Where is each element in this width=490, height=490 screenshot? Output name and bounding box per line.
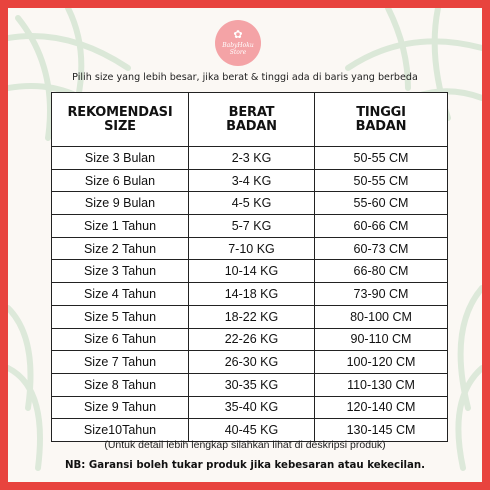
- cell-weight: 3-4 KG: [189, 169, 315, 192]
- cell-height: 55-60 CM: [315, 192, 448, 215]
- table-row: [52, 147, 448, 170]
- cell-weight: 5-7 KG: [189, 215, 315, 238]
- cell-height: 60-66 CM: [315, 215, 448, 238]
- table-row: [52, 215, 448, 238]
- table-row: [52, 396, 448, 419]
- table-row: [52, 328, 448, 351]
- size-chart-card: [8, 8, 482, 482]
- detail-note: (Untuk detail lebih lengkap silahkan lihat di deskripsi produk): [104, 439, 386, 451]
- table-header-row: [52, 93, 448, 147]
- cell-size: Size 1 Tahun: [52, 215, 189, 238]
- header-size: REKOMENDASI SIZE: [52, 93, 189, 147]
- brand-name: BabyHoku Store: [222, 42, 254, 56]
- cell-height: 130-145 CM: [315, 419, 448, 442]
- cell-height: 50-55 CM: [315, 147, 448, 170]
- cell-size: Size 6 Tahun: [52, 328, 189, 351]
- cell-size: Size 3 Tahun: [52, 260, 189, 283]
- table-row: [52, 283, 448, 306]
- header-weight: BERAT BADAN: [189, 93, 315, 147]
- cell-height: 60-73 CM: [315, 237, 448, 260]
- size-chart-table: [51, 92, 448, 442]
- cell-height: 73-90 CM: [315, 283, 448, 306]
- guarantee-note: NB: Garansi boleh tukar produk jika kebesaran atau kekecilan.: [64, 460, 426, 471]
- cell-weight: 2-3 KG: [189, 147, 315, 170]
- table-row: [52, 351, 448, 374]
- cell-weight: 40-45 KG: [189, 419, 315, 442]
- cell-weight: 22-26 KG: [189, 328, 315, 351]
- cell-size: Size 2 Tahun: [52, 237, 189, 260]
- cell-size: Size 4 Tahun: [52, 283, 189, 306]
- table-row: [52, 260, 448, 283]
- cell-height: 100-120 CM: [315, 351, 448, 374]
- cell-height: 120-140 CM: [315, 396, 448, 419]
- cell-size: Size10Tahun: [52, 419, 189, 442]
- table-row: [52, 373, 448, 396]
- cell-weight: 4-5 KG: [189, 192, 315, 215]
- cell-size: Size 9 Tahun: [52, 396, 189, 419]
- cell-height: 50-55 CM: [315, 169, 448, 192]
- table-row: [52, 192, 448, 215]
- flower-icon: ✿: [233, 29, 243, 41]
- cell-height: 66-80 CM: [315, 260, 448, 283]
- cell-size: Size 9 Bulan: [52, 192, 189, 215]
- cell-size: Size 3 Bulan: [52, 147, 189, 170]
- cell-weight: 7-10 KG: [189, 237, 315, 260]
- cell-weight: 35-40 KG: [189, 396, 315, 419]
- brand-logo: [215, 20, 261, 66]
- cell-weight: 26-30 KG: [189, 351, 315, 374]
- cell-weight: 30-35 KG: [189, 373, 315, 396]
- cell-height: 90-110 CM: [315, 328, 448, 351]
- cell-weight: 14-18 KG: [189, 283, 315, 306]
- table-row: [52, 169, 448, 192]
- cell-size: Size 8 Tahun: [52, 373, 189, 396]
- cell-size: Size 5 Tahun: [52, 305, 189, 328]
- cell-weight: 10-14 KG: [189, 260, 315, 283]
- cell-height: 80-100 CM: [315, 305, 448, 328]
- cell-height: 110-130 CM: [315, 373, 448, 396]
- table-row: [52, 305, 448, 328]
- cell-size: Size 6 Bulan: [52, 169, 189, 192]
- cell-weight: 18-22 KG: [189, 305, 315, 328]
- cell-size: Size 7 Tahun: [52, 351, 189, 374]
- header-height: TINGGI BADAN: [315, 93, 448, 147]
- size-instruction: Pilih size yang lebih besar, jika berat & tinggi ada di baris yang berbeda: [72, 72, 418, 83]
- table-row: [52, 237, 448, 260]
